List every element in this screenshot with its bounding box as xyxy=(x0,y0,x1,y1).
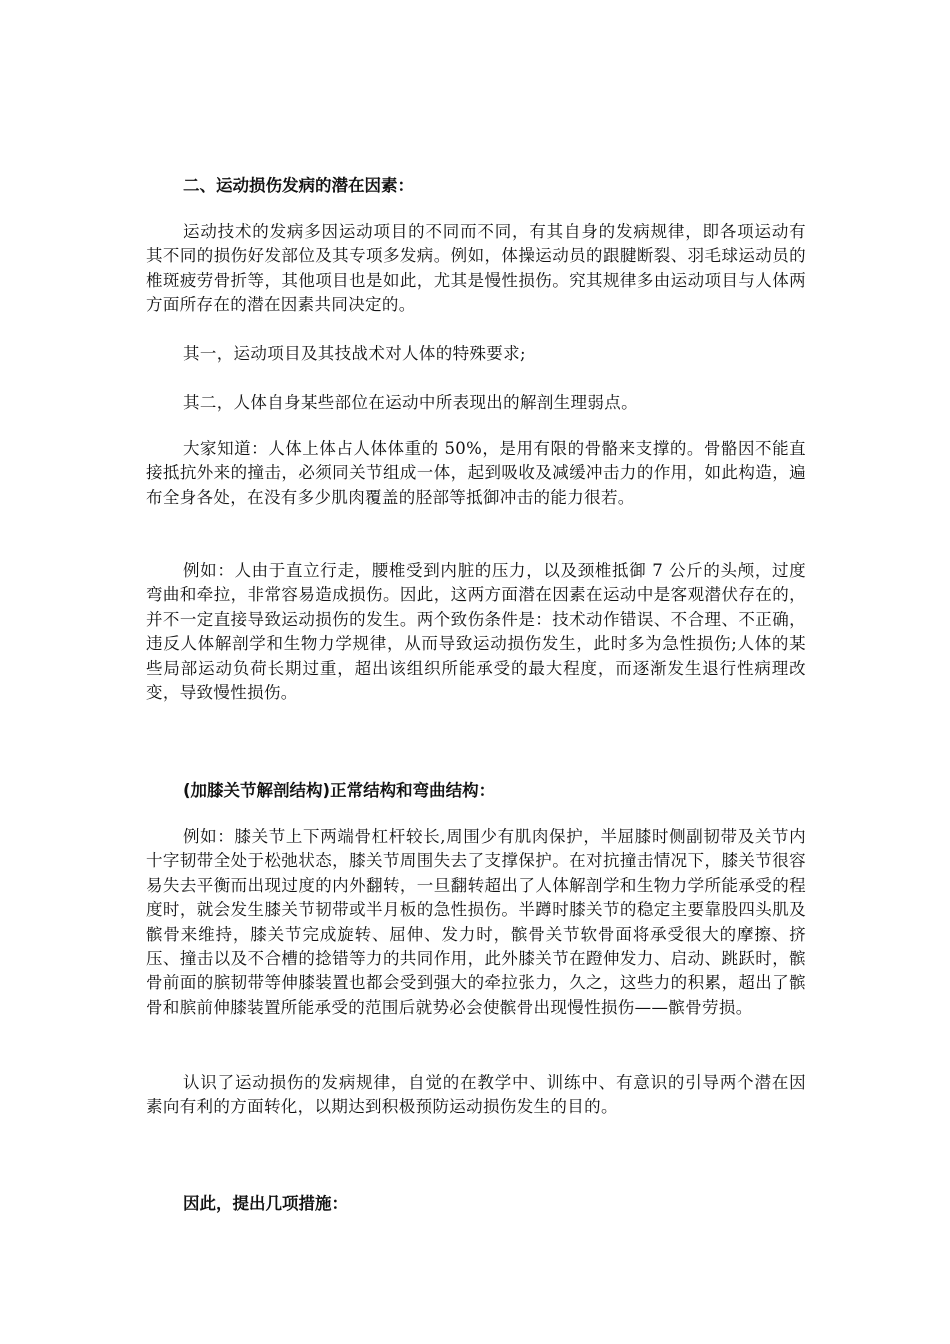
paragraph-factor-two: 其二，人体自身某些部位在运动中所表现出的解剖生理弱点。 xyxy=(183,393,638,412)
paragraph-factor-one: 其一，运动项目及其技战术对人体的特殊要求; xyxy=(183,344,526,363)
paragraph-prevention: 认识了运动损伤的发病规律，自觉的在教学中、训练中、有意识的引导两个潜在因素向有利的方面转化，以期达到积极预防运动损伤发生的目的。 xyxy=(146,1073,806,1117)
paragraph-body-weight: 大家知道：人体上体占人体体重的 50%，是用有限的骨骼来支撑的。骨骼因不能直接抵抗外来的撞击，必须同关节组成一体，起到吸收及减缓冲击力的作用，如此构造，遍布全身各处，在没有多少肌肉覆盖的胫部等抵御冲击的能力很若。 xyxy=(146,439,806,507)
paragraph-knee-example: 例如：膝关节上下两端骨杠杆较长,周围少有肌肉保护，半屈膝时侧副韧带及关节内十字韧带全处于松弛状态，膝关节周围失去了支撑保护。在对抗撞击情况下，膝关节很容易失去平衡而出现过度的内外翻转，一旦翻转超出了人体解剖学和生物力学所能承受的程度时，就会发生膝关节韧带或半月板的急性损伤。半蹲时膝关节的稳定主要靠股四头肌及髌骨来维持，膝关节完成旋转、屈伸、发力时，髌骨关节软骨面将承受很大的摩擦、挤压、撞击以及不合槽的捻错等力的共同作用，此外膝关节在蹬伸发力、启动、跳跃时，髌骨前面的膑韧带等伸膝装置也都会受到强大的牵拉张力，久之，这些力的积累，超出了髌骨和膑前伸膝装置所能承受的范围后就势必会使髌骨出现慢性损伤——髌骨劳损。 xyxy=(146,827,806,1017)
section-heading-measures: 因此，提出几项措施： xyxy=(183,1194,348,1213)
paragraph-onset-patterns: 运动技术的发病多因运动项目的不同而不同，有其自身的发病规律，即各项运动有其不同的损伤好发部位及其专项多发病。例如，体操运动员的跟腱断裂、羽毛球运动员的椎斑疲劳骨折等，其他项目也是如此，尤其是慢性损伤。究其规律多由运动项目与人体两方面所存在的潜在因素共同决定的。 xyxy=(146,222,806,315)
section-heading-latent-factors: 二、运动损伤发病的潜在因素： xyxy=(183,176,414,195)
section-heading-knee-structure: (加膝关节解剖结构)正常结构和弯曲结构： xyxy=(183,781,496,800)
paragraph-injury-conditions: 例如：人由于直立行走，腰椎受到内脏的压力，以及颈椎抵御 7 公斤的头颅，过度弯曲和牵拉，非常容易造成损伤。因此，这两方面潜在因素在运动中是客观潜伏存在的，并不一定直接导致运动损伤的发生。两个致伤条件是：技术动作错误、不合理、不正确，违反人体解剖学和生物力学规律，从而导致运动损伤发生，此时多为急性损伤;人体的某些局部运动负荷长期过重，超出该组织所能承受的最大程度，而逐渐发生退行性病理改变，导致慢性损伤。 xyxy=(146,561,806,703)
